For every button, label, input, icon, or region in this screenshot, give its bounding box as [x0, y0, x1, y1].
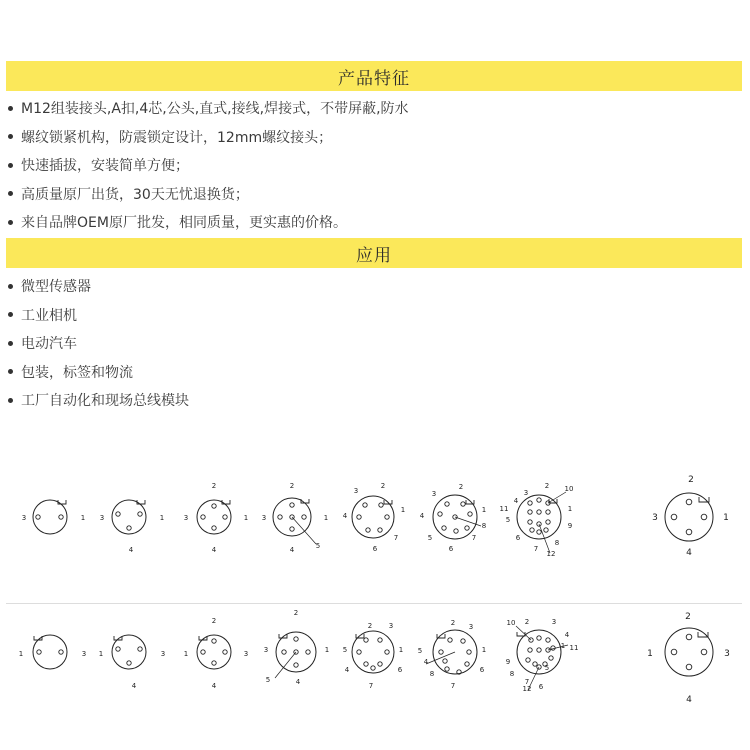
- pin-label: 1: [183, 650, 189, 658]
- applications-title: 应用: [356, 245, 392, 266]
- pin: [526, 658, 530, 662]
- list-item: M12组装接头,A扣,4芯,公头,直式,接线,焊接式，不带屏蔽,防水: [8, 94, 409, 123]
- pin-label: 2: [211, 482, 217, 490]
- pin-label: 3: [353, 487, 359, 495]
- pin: [37, 650, 41, 654]
- male-connector-8: [652, 475, 729, 558]
- pin-label: 2: [685, 612, 691, 622]
- pin: [212, 504, 216, 508]
- pin-label: 1: [159, 514, 165, 522]
- pin-label: 10: [506, 619, 516, 627]
- pin-label: 2: [289, 482, 295, 490]
- pin-label: 8: [481, 522, 487, 530]
- pin: [201, 515, 205, 519]
- pin: [546, 510, 550, 514]
- pin: [385, 650, 389, 654]
- pin-label: 6: [538, 683, 544, 691]
- pin-label: 4: [686, 548, 692, 558]
- pin: [528, 520, 532, 524]
- pin: [671, 514, 677, 520]
- female-connector-8: [647, 612, 730, 705]
- pin-label: 1: [481, 646, 487, 654]
- pin: [59, 650, 63, 654]
- pin: [537, 648, 541, 652]
- pin: [701, 514, 707, 520]
- pin-label: 12: [522, 685, 532, 693]
- list-item: 高质量原厂出货，30天无忧退换货；: [8, 180, 409, 209]
- female-connector-2: [99, 635, 165, 690]
- pin-label: 6: [515, 534, 521, 542]
- pin: [439, 650, 443, 654]
- pin: [371, 666, 375, 670]
- pin-label: 3: [243, 650, 249, 658]
- pin: [468, 512, 472, 516]
- pin: [290, 527, 294, 531]
- pin-label: 4: [564, 631, 570, 639]
- pin-label: 6: [479, 666, 485, 674]
- pin-label: 5: [342, 646, 348, 654]
- pin: [290, 503, 294, 507]
- pin: [528, 501, 532, 505]
- list-item: 电动汽车: [8, 329, 189, 358]
- list-item: 包装，标签和物流: [8, 358, 189, 387]
- list-item: 工业相机: [8, 301, 189, 330]
- pin-label: 1: [400, 506, 406, 514]
- pin: [378, 662, 382, 666]
- pin-label: 3: [21, 514, 27, 522]
- pin: [294, 637, 298, 641]
- pin-label: 7: [368, 682, 374, 690]
- pin-label: 3: [81, 650, 87, 658]
- pin: [201, 650, 205, 654]
- pin-label: 3: [160, 650, 166, 658]
- pin-label: 3: [99, 514, 105, 522]
- pin: [363, 503, 367, 507]
- pin: [445, 502, 449, 506]
- pin: [461, 639, 465, 643]
- pin-label: 2: [524, 618, 530, 626]
- pin: [686, 499, 692, 505]
- connector-outline: [352, 496, 394, 538]
- pin: [302, 515, 306, 519]
- pin: [448, 638, 452, 642]
- list-item: 螺纹锁紧机构，防震锁定设计，12mm螺纹接头；: [8, 123, 409, 152]
- pin-label: 2: [688, 475, 694, 485]
- connector-outline: [665, 628, 713, 676]
- pin-label: 3: [388, 622, 394, 630]
- pin: [278, 515, 282, 519]
- pin-label: 3: [523, 489, 529, 497]
- pin-label: 7: [471, 534, 477, 542]
- female-connector-1: [19, 635, 86, 669]
- pin: [378, 528, 382, 532]
- pin-label: 2: [293, 609, 299, 617]
- pin: [212, 526, 216, 530]
- pin: [36, 515, 40, 519]
- pin-label: 1: [80, 514, 86, 522]
- pin: [116, 647, 120, 651]
- pin: [294, 663, 298, 667]
- pin-label: 6: [372, 545, 378, 553]
- pin: [138, 512, 142, 516]
- pin: [127, 526, 131, 530]
- pin-label: 3: [652, 513, 658, 523]
- connector-outline: [517, 495, 561, 539]
- pin-label: 6: [448, 545, 454, 553]
- female-connector-7: [506, 618, 579, 693]
- pin-label: 3: [468, 623, 474, 631]
- pin-label: 4: [289, 546, 295, 554]
- pin: [443, 659, 447, 663]
- pin: [546, 520, 550, 524]
- pin: [364, 662, 368, 666]
- pin-label: 2: [458, 483, 464, 491]
- pin-label: 2: [544, 482, 550, 490]
- pin: [438, 512, 442, 516]
- pin: [212, 661, 216, 665]
- pin: [671, 649, 677, 655]
- pin: [445, 667, 449, 671]
- pin-leader-line: [292, 517, 316, 544]
- pin-label: 1: [560, 642, 566, 650]
- pin-label: 4: [419, 512, 425, 520]
- pin: [551, 646, 555, 650]
- pin: [549, 656, 553, 660]
- pin: [454, 529, 458, 533]
- pin-leader-line: [275, 652, 296, 678]
- pin: [546, 638, 550, 642]
- male-connector-4: [262, 482, 328, 554]
- pin-label: 3: [724, 649, 730, 659]
- pin: [537, 510, 541, 514]
- pin: [528, 510, 532, 514]
- pin-label: 4: [513, 497, 519, 505]
- pin-label: 3: [551, 618, 557, 626]
- male-connector-5: [343, 482, 405, 553]
- pin: [465, 662, 469, 666]
- pin: [378, 638, 382, 642]
- pin-label: 1: [324, 646, 330, 654]
- pin-label: 1: [647, 649, 653, 659]
- pin-label: 2: [367, 622, 373, 630]
- pin: [467, 650, 471, 654]
- pin-label: 1: [18, 650, 24, 658]
- pin: [465, 526, 469, 530]
- pin-label: 4: [211, 682, 217, 690]
- list-item: 来自品牌OEM原厂批发，相同质量，更实惠的价格。: [8, 208, 409, 237]
- pin-label: 7: [533, 545, 539, 553]
- pin-label: 4: [423, 658, 429, 666]
- pin: [366, 528, 370, 532]
- pin-label: 4: [686, 695, 692, 705]
- pin: [385, 515, 389, 519]
- pin-label: 10: [564, 485, 574, 493]
- pin-label: 5: [427, 534, 433, 542]
- connector-outline: [33, 500, 67, 534]
- pin: [537, 498, 541, 502]
- pin-label: 5: [265, 676, 271, 684]
- pin: [442, 526, 446, 530]
- connector-outline: [197, 500, 231, 534]
- list-item: 工厂自动化和现场总线模块: [8, 386, 189, 415]
- pin-label: 4: [344, 666, 350, 674]
- pin-label: 2: [380, 482, 386, 490]
- connector-outline: [112, 500, 146, 534]
- pin: [544, 528, 548, 532]
- pin: [537, 530, 541, 534]
- key-notch: [58, 500, 66, 504]
- pin-label: 5: [417, 647, 423, 655]
- pin-label: 2: [211, 617, 217, 625]
- pin: [379, 503, 383, 507]
- female-connector-3: [184, 617, 248, 690]
- pin-label: 5: [505, 516, 511, 524]
- pin-label: 8: [554, 539, 560, 547]
- pin: [686, 664, 692, 670]
- pin: [59, 515, 63, 519]
- pin: [357, 650, 361, 654]
- pin: [357, 515, 361, 519]
- pin: [701, 649, 707, 655]
- pin-label: 3: [261, 514, 267, 522]
- pin-label: 8: [429, 670, 435, 678]
- pin: [306, 650, 310, 654]
- pin: [116, 512, 120, 516]
- pin: [212, 639, 216, 643]
- pin-label: 6: [397, 666, 403, 674]
- pin: [282, 650, 286, 654]
- pin: [364, 638, 368, 642]
- pin-label: 4: [342, 512, 348, 520]
- key-notch: [517, 632, 525, 636]
- pin-label: 11: [499, 505, 509, 513]
- list-item: 微型传感器: [8, 272, 189, 301]
- pin-label: 1: [723, 513, 729, 523]
- pin: [686, 529, 692, 535]
- pin: [530, 528, 534, 532]
- pin-label: 3: [431, 490, 437, 498]
- pin-label: 5: [315, 542, 321, 550]
- pin: [528, 648, 532, 652]
- pin-label: 7: [450, 682, 456, 690]
- pin: [461, 502, 465, 506]
- pin-label: 9: [567, 522, 573, 530]
- pin-label: 4: [128, 546, 134, 554]
- pin: [533, 662, 537, 666]
- male-connector-2: [100, 500, 164, 554]
- pin-label: 4: [211, 546, 217, 554]
- pin-label: 3: [263, 646, 269, 654]
- key-notch: [137, 500, 145, 504]
- female-connector-4: [264, 609, 329, 686]
- pin-label: 4: [295, 678, 301, 686]
- male-connector-6: [420, 483, 486, 553]
- male-connector-7: [500, 482, 574, 558]
- pin: [127, 661, 131, 665]
- pin: [686, 634, 692, 640]
- male-connector-3: [184, 482, 248, 554]
- pin-label: 1: [243, 514, 249, 522]
- features-title: 产品特征: [338, 68, 410, 89]
- pin-label: 12: [546, 550, 556, 558]
- pin-label: 2: [450, 619, 456, 627]
- pin: [537, 636, 541, 640]
- pin-label: 1: [567, 505, 573, 513]
- list-item: 快速插拔，安装简单方便；: [8, 151, 409, 180]
- pin-label: 3: [183, 514, 189, 522]
- pin-label: 1: [398, 646, 404, 654]
- pin-label: 11: [569, 644, 579, 652]
- pin-label: 5: [544, 664, 550, 672]
- pin-label: 1: [323, 514, 329, 522]
- pin-label: 9: [505, 658, 511, 666]
- key-notch: [222, 500, 230, 504]
- pin-label: 4: [131, 682, 137, 690]
- pin-label: 1: [98, 650, 104, 658]
- pin: [223, 515, 227, 519]
- female-connector-5: [343, 622, 403, 690]
- pin: [223, 650, 227, 654]
- male-connector-1: [22, 500, 85, 534]
- pin: [138, 647, 142, 651]
- connector-outline: [352, 631, 394, 673]
- pin-label: 7: [393, 534, 399, 542]
- connector-outline: [665, 493, 713, 541]
- pin-label: 7: [524, 678, 530, 686]
- pin-label: 8: [509, 670, 515, 678]
- pin-label: 1: [481, 506, 487, 514]
- female-connector-6: [418, 619, 486, 690]
